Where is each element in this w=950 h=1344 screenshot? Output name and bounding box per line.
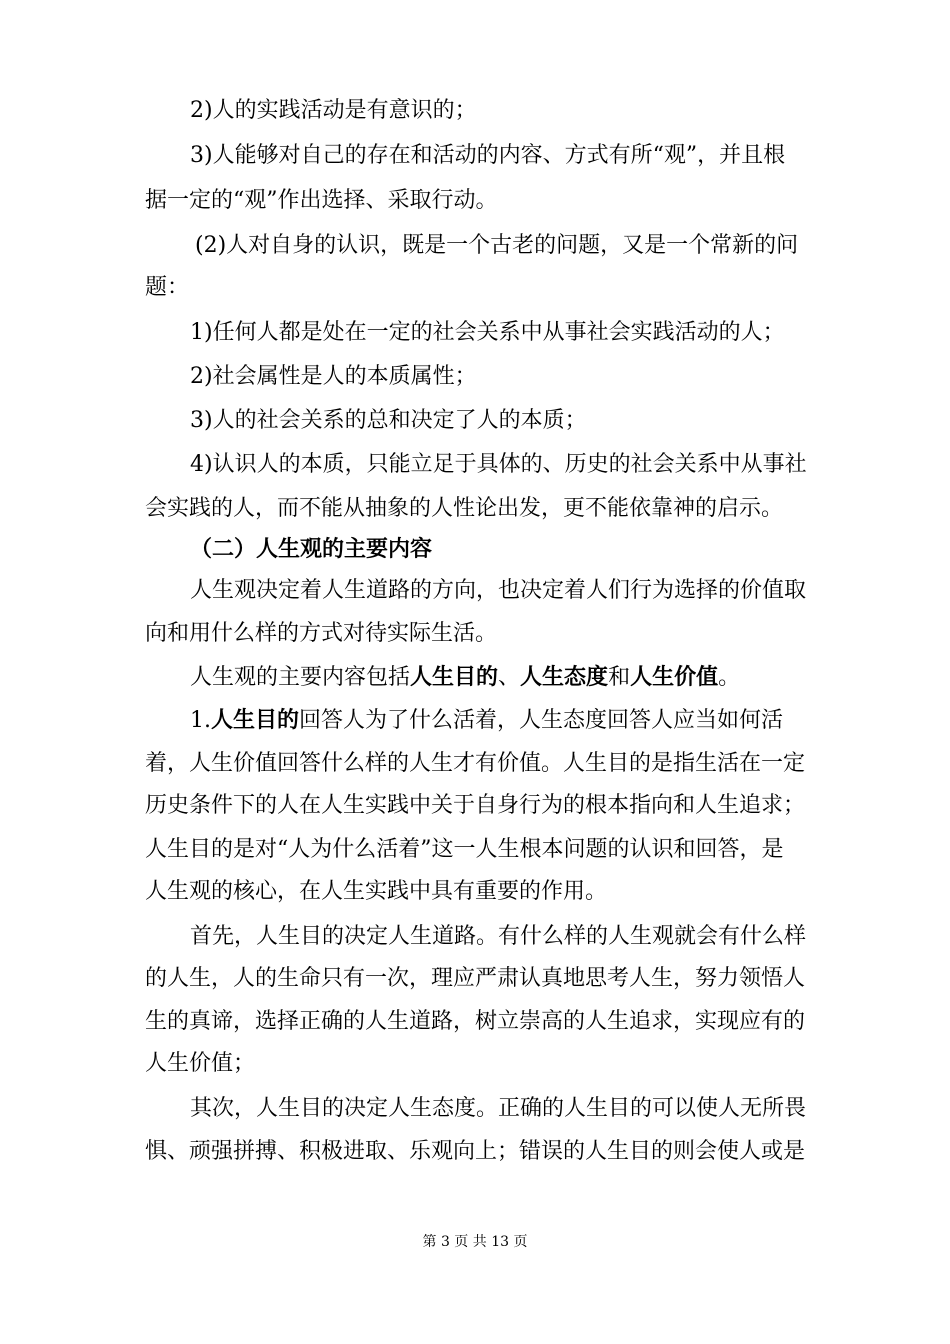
text-line: 1)任何人都是处在一定的社会关系中从事社会实践活动的人； (190, 320, 785, 345)
text-line: 3)人能够对自己的存在和活动的内容、方式有所“观”，并且根 (190, 143, 786, 168)
text-line: 2)社会属性是人的本质属性； (190, 364, 477, 389)
page-footer: 第 3 页 共 13 页 (422, 1234, 528, 1250)
text-line: 题： (145, 275, 190, 300)
text-line: 会实践的人，而不能从抽象的人性论出发，更不能依靠神的启示。 (145, 496, 784, 521)
text-line: 首先，人生目的决定人生道路。有什么样的人生观就会有什么样 (190, 924, 807, 949)
text-line: 据一定的“观”作出选择、采取行动。 (145, 188, 498, 213)
text-line: 人生观决定着人生道路的方向，也决定着人们行为选择的价值取 (190, 578, 807, 603)
bold-term: 人生价值 (630, 665, 719, 690)
bold-term: 人生目的 (410, 665, 499, 690)
bold-term: 人生态度 (520, 665, 609, 690)
text-span: 和 (608, 665, 631, 690)
text-line: 惧、顽强拼搏、积极进取、乐观向上；错误的人生目的则会使人或是 (145, 1139, 806, 1164)
text-line: 人生价值； (145, 1051, 256, 1076)
text-line: 历史条件下的人在人生实践中关于自身行为的根本指向和人生追求； (145, 793, 806, 818)
text-span: 。 (718, 665, 741, 690)
text-line: 4)认识人的本质，只能立足于具体的、历史的社会关系中从事社 (190, 452, 807, 477)
text-span: 人生观的主要内容包括 (190, 665, 411, 690)
text-line: 着，人生价值回答什么样的人生才有价值。人生目的是指生活在一定 (145, 751, 806, 776)
text-line: 其次，人生目的决定人生态度。正确的人生目的可以使人无所畏 (190, 1096, 807, 1121)
text-span: 、 (498, 665, 521, 690)
text-span: 1. (190, 708, 211, 733)
section-heading: （二）人生观的主要内容 (190, 537, 433, 562)
text-line: 人生目的是对“人为什么活着”这一人生根本问题的认识和回答，是 (145, 837, 784, 862)
text-line: 人生观的核心，在人生实践中具有重要的作用。 (145, 879, 608, 904)
text-line: 2)人的实践活动是有意识的； (190, 98, 477, 123)
text-line: 3)人的社会关系的总和决定了人的本质； (190, 408, 587, 433)
text-line: 向和用什么样的方式对待实际生活。 (145, 621, 498, 646)
content-line (190, 663, 830, 693)
text-span: 回答人为了什么活着，人生态度回答人应当如何活 (299, 708, 784, 733)
bold-term: 人生目的 (211, 708, 300, 733)
text-line: (2)人对自身的认识，既是一个古老的问题，又是一个常新的问 (195, 233, 799, 258)
text-line: 的人生，人的生命只有一次，理应严肃认真地思考人生，努力领悟人 (145, 966, 806, 991)
text-line: 生的真谛，选择正确的人生道路，树立崇高的人生追求，实现应有的 (145, 1009, 806, 1034)
purpose-line (190, 706, 830, 736)
